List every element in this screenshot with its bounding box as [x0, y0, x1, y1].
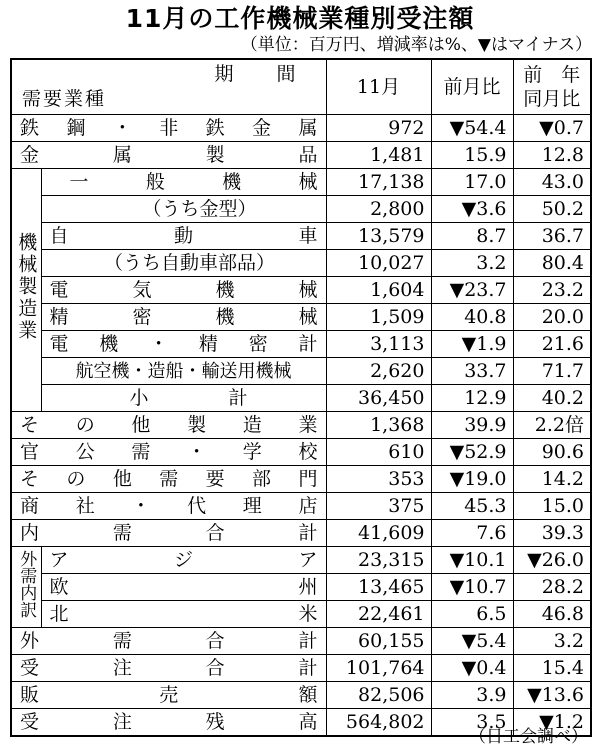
- yoy-cell: 15.0: [513, 493, 591, 520]
- row-label-char: 密: [248, 332, 268, 355]
- yoy-cell: 21.6: [513, 331, 591, 358]
- row-label-char: 需: [112, 629, 132, 652]
- row-label-char: 般: [145, 170, 165, 193]
- header-mom: 前月比: [431, 59, 513, 115]
- row-label: [11, 655, 326, 682]
- header-diagonal-cell: [11, 59, 326, 115]
- row-label-char: 鋼: [66, 116, 86, 139]
- yoy-cell: 12.8: [513, 142, 591, 169]
- mom-cell: 6.5: [431, 601, 513, 628]
- yoy-cell: 2.2倍: [513, 412, 591, 439]
- value-cell: 1,481: [326, 142, 431, 169]
- yoy-cell: 50.2: [513, 196, 591, 223]
- yoy-cell: 3.2: [513, 628, 591, 655]
- row-label-char: 小: [129, 386, 149, 409]
- row-label-char: 合: [205, 656, 225, 679]
- row-label-char: 要: [205, 467, 225, 490]
- yoy-cell: 36.7: [513, 223, 591, 250]
- value-cell: 610: [326, 439, 431, 466]
- table-row: [11, 277, 591, 304]
- table-row: [11, 196, 591, 223]
- mom-cell: ▼5.4: [431, 628, 513, 655]
- row-label-char: 電: [49, 332, 69, 355]
- table-row: [11, 142, 591, 169]
- value-cell: 353: [326, 466, 431, 493]
- row-label-char: の: [75, 413, 95, 436]
- yoy-cell: 14.2: [513, 466, 591, 493]
- mom-cell: ▼1.9: [431, 331, 513, 358]
- table-row: [11, 466, 591, 493]
- row-label-char: 州: [298, 575, 318, 598]
- row-label-char: の: [66, 467, 86, 490]
- table-row: [11, 628, 591, 655]
- row-label-char: 製: [205, 143, 225, 166]
- table-row: [11, 493, 591, 520]
- row-label-char: 欧: [49, 575, 69, 598]
- row-label-char: 他: [112, 467, 132, 490]
- row-label-char: 精: [49, 305, 69, 328]
- row-label-char: 販: [20, 683, 40, 706]
- table-row: [11, 682, 591, 709]
- table-row: [11, 169, 591, 196]
- row-label-char: 売: [159, 683, 179, 706]
- header-row: [11, 59, 591, 115]
- row-label-char: 密: [132, 305, 152, 328]
- row-label: [11, 412, 326, 439]
- row-label-char: 造: [242, 413, 262, 436]
- mom-cell: 17.0: [431, 169, 513, 196]
- unit-note: （単位：百万円、増減率は%、▼はマイナス）: [240, 35, 592, 55]
- table-row: [11, 250, 591, 277]
- row-label-char: 業: [298, 413, 318, 436]
- row-label: [41, 169, 326, 196]
- yoy-cell: 15.4: [513, 655, 591, 682]
- mom-cell: 3.2: [431, 250, 513, 277]
- row-label: [11, 628, 326, 655]
- row-label-char: 一: [69, 170, 89, 193]
- row-label-char: 校: [298, 440, 318, 463]
- header-industry: 需要業種: [22, 88, 107, 110]
- yoy-cell: ▼26.0: [513, 547, 591, 574]
- row-label-char: 自: [49, 224, 69, 247]
- mom-cell: ▼19.0: [431, 466, 513, 493]
- row-label-char: 機: [215, 278, 235, 301]
- header-yoy-line1: 前 年: [523, 64, 581, 86]
- table-title: 11月の工作機械業種別受注額: [125, 4, 475, 33]
- mom-cell: 39.9: [431, 412, 513, 439]
- mom-cell: ▼10.1: [431, 547, 513, 574]
- value-cell: 375: [326, 493, 431, 520]
- row-label: [41, 304, 326, 331]
- mom-cell: ▼23.7: [431, 277, 513, 304]
- row-label-char: 機: [99, 332, 119, 355]
- row-label: [11, 682, 326, 709]
- row-label: [11, 520, 326, 547]
- row-label: [11, 466, 326, 493]
- row-label: [11, 115, 326, 142]
- row-label-char: 公: [75, 440, 95, 463]
- table-row: [11, 223, 591, 250]
- row-label-char: 械: [298, 170, 318, 193]
- row-label: [11, 142, 326, 169]
- row-label-char: ア: [298, 548, 318, 571]
- orders-table: [10, 58, 592, 737]
- value-cell: 2,800: [326, 196, 431, 223]
- row-label-char: 計: [228, 386, 248, 409]
- yoy-cell: ▼13.6: [513, 682, 591, 709]
- row-label-char: 需: [112, 521, 132, 544]
- row-label-char: 受: [20, 710, 40, 733]
- row-label-char: 需: [131, 440, 151, 463]
- row-label-char: 店: [298, 494, 318, 517]
- table-row: [11, 331, 591, 358]
- row-label-char: 鉄: [20, 116, 40, 139]
- table-row: [11, 115, 591, 142]
- row-label-char: 機: [215, 305, 235, 328]
- value-cell: 41,609: [326, 520, 431, 547]
- header-yoy: [513, 59, 591, 115]
- yoy-cell: 20.0: [513, 304, 591, 331]
- row-label-char: 門: [298, 467, 318, 490]
- row-label-char: 部: [252, 467, 272, 490]
- row-label: （うち自動車部品）: [41, 250, 326, 277]
- row-label-char: 社: [75, 494, 95, 517]
- row-label-char: 計: [298, 656, 318, 679]
- row-label-char: 代: [187, 494, 207, 517]
- value-cell: 82,506: [326, 682, 431, 709]
- mom-cell: 3.5: [431, 709, 513, 737]
- yoy-cell: 90.6: [513, 439, 591, 466]
- mom-cell: 8.7: [431, 223, 513, 250]
- row-label: [41, 331, 326, 358]
- row-label-char: 残: [205, 710, 225, 733]
- table-row: [11, 601, 591, 628]
- yoy-cell: ▼1.2: [513, 709, 591, 737]
- row-label-char: 金: [20, 143, 40, 166]
- row-label-char: 属: [112, 143, 132, 166]
- value-cell: 1,604: [326, 277, 431, 304]
- row-label-char: 属: [298, 116, 318, 139]
- row-label-char: 計: [298, 521, 318, 544]
- table-row: [11, 385, 591, 412]
- yoy-cell: ▼0.7: [513, 115, 591, 142]
- source-note: （日工会調べ）: [469, 727, 588, 747]
- row-label: [11, 439, 326, 466]
- row-label: （うち金型）: [41, 196, 326, 223]
- row-label-char: 米: [298, 602, 318, 625]
- row-label-char: 機: [222, 170, 242, 193]
- yoy-cell: 23.2: [513, 277, 591, 304]
- group-machinery-label: 機械製造業: [15, 231, 38, 342]
- row-label-char: ・: [131, 494, 151, 517]
- mom-cell: 3.9: [431, 682, 513, 709]
- row-label-char: ・: [112, 116, 132, 139]
- row-label: [11, 493, 326, 520]
- yoy-cell: 40.2: [513, 385, 591, 412]
- table-row: [11, 547, 591, 574]
- value-cell: 564,802: [326, 709, 431, 737]
- value-cell: 101,764: [326, 655, 431, 682]
- row-label-char: 非: [159, 116, 179, 139]
- table-row: [11, 655, 591, 682]
- value-cell: 2,620: [326, 358, 431, 385]
- value-cell: 60,155: [326, 628, 431, 655]
- yoy-cell: 80.4: [513, 250, 591, 277]
- row-label: [41, 385, 326, 412]
- row-label-char: 受: [20, 656, 40, 679]
- row-label-char: ・: [187, 440, 207, 463]
- mom-cell: 45.3: [431, 493, 513, 520]
- row-label-char: 需: [159, 467, 179, 490]
- row-label: 航空機・造船・輸送用機械: [41, 358, 326, 385]
- mom-cell: 7.6: [431, 520, 513, 547]
- value-cell: 23,315: [326, 547, 431, 574]
- value-cell: 22,461: [326, 601, 431, 628]
- mom-cell: 15.9: [431, 142, 513, 169]
- mom-cell: ▼52.9: [431, 439, 513, 466]
- header-period: 期 間: [214, 63, 308, 85]
- row-label-char: 注: [112, 710, 132, 733]
- row-label-char: 計: [298, 332, 318, 355]
- row-label-char: 注: [112, 656, 132, 679]
- mom-cell: ▼0.4: [431, 655, 513, 682]
- row-label-char: 官: [20, 440, 40, 463]
- row-label-char: 内: [20, 521, 40, 544]
- row-label-char: 合: [205, 521, 225, 544]
- row-label-char: 械: [298, 278, 318, 301]
- yoy-cell: 46.8: [513, 601, 591, 628]
- value-cell: 1,368: [326, 412, 431, 439]
- row-label-char: ジ: [173, 548, 193, 571]
- yoy-cell: 28.2: [513, 574, 591, 601]
- yoy-cell: 71.7: [513, 358, 591, 385]
- row-label-char: 動: [173, 224, 193, 247]
- row-label: [41, 601, 326, 628]
- row-label: [41, 223, 326, 250]
- row-label-char: 械: [298, 305, 318, 328]
- table-row: [11, 520, 591, 547]
- row-label-char: ・: [149, 332, 169, 355]
- mom-cell: 33.7: [431, 358, 513, 385]
- row-label: [41, 277, 326, 304]
- row-label-char: 品: [298, 143, 318, 166]
- value-cell: 3,113: [326, 331, 431, 358]
- table-row: [11, 358, 591, 385]
- row-label-char: 車: [298, 224, 318, 247]
- value-cell: 1,509: [326, 304, 431, 331]
- row-label-char: 計: [298, 629, 318, 652]
- yoy-cell: 39.3: [513, 520, 591, 547]
- row-label-char: 金: [252, 116, 272, 139]
- header-yoy-line2: 同月比: [523, 88, 581, 110]
- value-cell: 17,138: [326, 169, 431, 196]
- mom-cell: 40.8: [431, 304, 513, 331]
- group-machinery: [11, 169, 41, 412]
- row-label: [11, 709, 326, 737]
- row-label-char: そ: [20, 467, 40, 490]
- row-label-char: そ: [20, 413, 40, 436]
- mom-cell: ▼54.4: [431, 115, 513, 142]
- row-label: [41, 547, 326, 574]
- group-overseas: [11, 547, 41, 628]
- table-row: [11, 304, 591, 331]
- row-label-char: ア: [49, 548, 69, 571]
- row-label-char: 製: [187, 413, 207, 436]
- row-label-char: 気: [132, 278, 152, 301]
- row-label-char: 外: [20, 629, 40, 652]
- row-label-char: 額: [298, 683, 318, 706]
- group-overseas-label: 外需内訳: [16, 549, 37, 618]
- row-label-char: 電: [49, 278, 69, 301]
- row-label-char: 精: [198, 332, 218, 355]
- table-row: [11, 412, 591, 439]
- row-label: [41, 574, 326, 601]
- row-label-char: 高: [298, 710, 318, 733]
- row-label-char: 商: [20, 494, 40, 517]
- value-cell: 36,450: [326, 385, 431, 412]
- value-cell: 13,465: [326, 574, 431, 601]
- row-label-char: 学: [242, 440, 262, 463]
- table-row: [11, 574, 591, 601]
- row-label-char: 合: [205, 629, 225, 652]
- header-month: 11月: [326, 59, 431, 115]
- row-label-char: 他: [131, 413, 151, 436]
- value-cell: 972: [326, 115, 431, 142]
- row-label-char: 理: [242, 494, 262, 517]
- row-label-char: 鉄: [205, 116, 225, 139]
- mom-cell: ▼3.6: [431, 196, 513, 223]
- mom-cell: 12.9: [431, 385, 513, 412]
- table-row: [11, 439, 591, 466]
- mom-cell: ▼10.7: [431, 574, 513, 601]
- row-label-char: 北: [49, 602, 69, 625]
- value-cell: 13,579: [326, 223, 431, 250]
- value-cell: 10,027: [326, 250, 431, 277]
- yoy-cell: 43.0: [513, 169, 591, 196]
